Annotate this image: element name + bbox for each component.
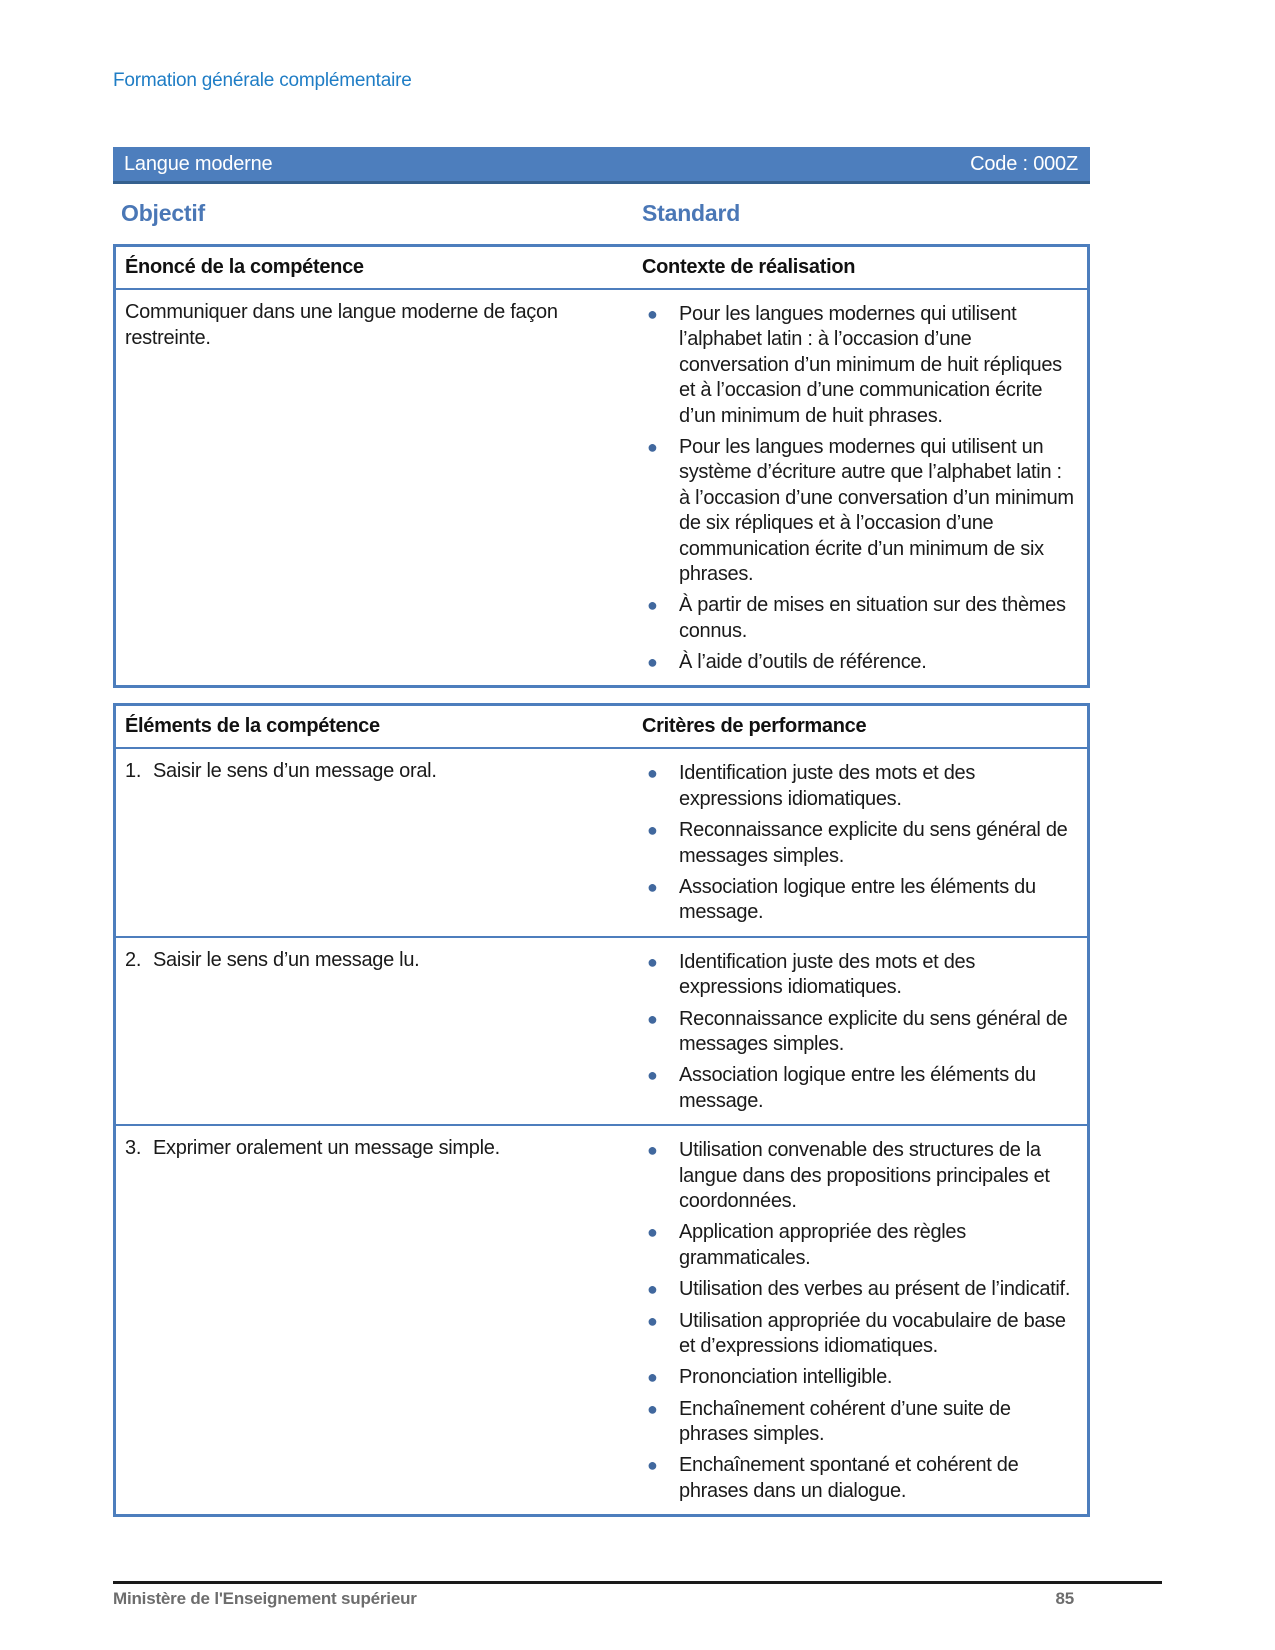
bullet-item	[642, 1220, 1083, 1271]
bullet-text: Enchaînement cohérent d’une suite de phrases simples.	[679, 1397, 1011, 1446]
bullet-icon: ●	[647, 1310, 658, 1331]
column-header-contexte: Contexte de réalisation	[642, 256, 856, 278]
standard-heading: Standard	[642, 200, 741, 226]
bullet-item	[642, 950, 1083, 1001]
competency-statement	[116, 290, 642, 685]
bullet-text: Association logique entre les éléments du message.	[679, 876, 1036, 924]
table-header-row	[116, 706, 1087, 749]
bullet-icon: ●	[647, 595, 658, 616]
bullet-icon: ●	[647, 1455, 658, 1476]
footer-content	[113, 1584, 1162, 1609]
bullet-item	[642, 1453, 1083, 1504]
bullet-text: Pour les langues modernes qui utilisent l’alphabet latin : à l’occasion d’une conversation d’un minimum de huit répliques et à l’occasion d’une communication écrite d’un minimum de huit phrases.	[679, 303, 1062, 427]
element-text: Saisir le sens d’un message oral.	[153, 760, 437, 783]
bullet-item	[642, 593, 1083, 644]
bullet-item	[642, 1063, 1083, 1114]
bullet-icon: ●	[647, 1008, 658, 1029]
element-text: Saisir le sens d’un message lu.	[153, 948, 420, 971]
bullet-icon: ●	[647, 820, 658, 841]
bullet-text: Application appropriée des règles grammaticales.	[679, 1221, 966, 1269]
table-row	[116, 290, 1087, 685]
column-header-elements: Éléments de la compétence	[125, 715, 380, 738]
bullet-item	[642, 1365, 1083, 1390]
table-row-element-1	[116, 749, 1087, 935]
bullet-item	[642, 1277, 1083, 1302]
statement-text: Communiquer dans une langue moderne de façon restreinte.	[125, 301, 558, 349]
page-content	[113, 0, 1090, 1517]
competency-statement-table	[113, 244, 1090, 688]
bullet-icon: ●	[647, 304, 658, 324]
bullet-icon: ●	[647, 1222, 658, 1243]
bullet-item	[642, 1309, 1083, 1360]
bullet-item	[642, 435, 1083, 587]
criteria-bullet-list	[642, 1126, 1087, 1514]
bullet-icon: ●	[647, 1140, 658, 1161]
bullet-text: Identification juste des mots et des expressions idiomatiques.	[679, 762, 976, 810]
bullet-item	[642, 761, 1083, 812]
bullet-text: Utilisation des verbes au présent de l’indicatif.	[679, 1278, 1071, 1301]
bullet-item	[642, 1007, 1083, 1058]
footer-ministry: Ministère de l'Enseignement supérieur	[113, 1589, 417, 1608]
footer-page-number: 85	[1055, 1589, 1074, 1608]
element-1	[116, 749, 642, 935]
table-row-element-3	[116, 1124, 1087, 1514]
bullet-text: Utilisation appropriée du vocabulaire de base et d’expressions idiomatiques.	[679, 1309, 1066, 1357]
bullet-icon: ●	[647, 951, 658, 972]
course-banner	[113, 147, 1090, 184]
element-number: 3.	[125, 1137, 142, 1160]
bullet-text: Reconnaissance explicite du sens général de messages simples.	[679, 1007, 1068, 1055]
bullet-item	[642, 1397, 1083, 1448]
running-header: Formation générale complémentaire	[113, 70, 412, 91]
bullet-text: Utilisation convenable des structures de la langue dans des propositions principales et coordonnées.	[679, 1139, 1050, 1212]
element-3	[116, 1126, 642, 1514]
bullet-text: Enchaînement spontané et cohérent de phrases dans un dialogue.	[679, 1454, 1019, 1502]
criteria-bullet-list	[642, 938, 1087, 1124]
bullet-text: À l’aide d’outils de référence.	[679, 651, 927, 674]
bullet-item	[642, 650, 1083, 675]
banner-title: Langue moderne	[124, 152, 273, 175]
bullet-item	[642, 875, 1083, 926]
bullet-icon: ●	[647, 1367, 658, 1388]
bullet-icon: ●	[647, 763, 658, 784]
section-headings	[113, 200, 1090, 227]
bullet-text: Pour les langues modernes qui utilisent un système d’écriture autre que l’alphabet latin : à l’occasion d’une conversation d’un minimum de six répliques et à l’occasion d’une communication écrite d’un minimum de six phrases.	[679, 435, 1074, 585]
bullet-icon: ●	[647, 652, 658, 673]
bullet-icon: ●	[647, 1398, 658, 1419]
competency-elements-table	[113, 703, 1090, 1517]
context-bullet-list	[642, 290, 1087, 685]
table-header-row	[116, 247, 1087, 290]
column-header-enonce: Énoncé de la compétence	[125, 256, 364, 278]
table-row-element-2	[116, 936, 1087, 1124]
bullet-icon: ●	[647, 1065, 658, 1086]
banner-code: Code : 000Z	[970, 152, 1078, 175]
element-2	[116, 938, 642, 1124]
element-text: Exprimer oralement un message simple.	[153, 1137, 500, 1160]
column-header-criteres: Critères de performance	[642, 715, 867, 738]
criteria-bullet-list	[642, 749, 1087, 935]
bullet-text: Association logique entre les éléments du message.	[679, 1064, 1036, 1112]
page-footer	[113, 1581, 1162, 1609]
bullet-text: À partir de mises en situation sur des thèmes connus.	[679, 594, 1066, 642]
element-number: 2.	[125, 948, 142, 971]
element-number: 1.	[125, 760, 142, 783]
bullet-item	[642, 1138, 1083, 1214]
objectif-heading: Objectif	[121, 200, 206, 226]
bullet-item	[642, 302, 1083, 429]
bullet-icon: ●	[647, 436, 658, 457]
bullet-text: Prononciation intelligible.	[679, 1366, 893, 1389]
bullet-icon: ●	[647, 1279, 658, 1300]
bullet-text: Reconnaissance explicite du sens général de messages simples.	[679, 819, 1068, 867]
bullet-text: Identification juste des mots et des expressions idiomatiques.	[679, 950, 976, 999]
bullet-icon: ●	[647, 877, 658, 898]
bullet-item	[642, 818, 1083, 869]
